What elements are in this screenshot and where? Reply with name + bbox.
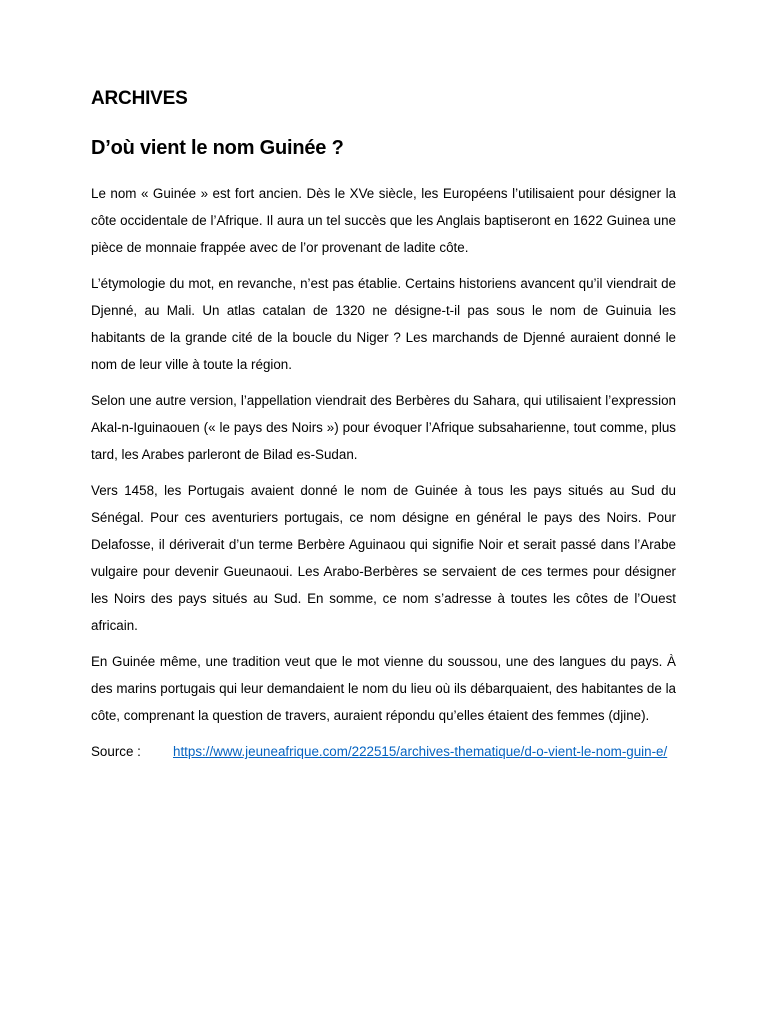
article-body <box>91 180 676 765</box>
paragraph-5: En Guinée même, une tradition veut que le mot vienne du soussou, une des langues du pays. À des marins portugais qui leur demandaient le nom du lieu où ils débarquaient, des habitantes de la côte, comprenant la question de travers, auraient répondu qu’elles étaient des femmes (djine). <box>91 654 676 723</box>
document-page <box>91 86 676 765</box>
paragraph-1: Le nom « Guinée » est fort ancien. Dès le XVe siècle, les Européens l’utilisaient pour désigner la côte occidentale de l’Afrique. Il aura un tel succès que les Anglais baptiseront en 1622 Guinea une pièce de monnaie frappée avec de l’or provenant de ladite côte. <box>91 186 676 255</box>
source-label: Source : <box>91 744 141 759</box>
paragraph-2: L’étymologie du mot, en revanche, n’est pas établie. Certains historiens avancent qu’il viendrait de Djenné, au Mali. Un atlas catalan de 1320 ne désigne-t-il pas sous le nom de Guinuia les habitants de la grande cité de la boucle du Niger ? Les marchands de Djenné auraient donné le nom de leur ville à toute la région. <box>91 276 676 372</box>
paragraph-4: Vers 1458, les Portugais avaient donné le nom de Guinée à tous les pays situés au Sud du Sénégal. Pour ces aventuriers portugais, ce nom désigne en général le pays des Noirs. Pour Delafosse, il dériverait d’un terme Berbère Aguinaou qui signifie Noir et serait passé dans l’Arabe vulgaire pour devenir Gueunaoui. Les Arabo-Berbères se servaient de ces termes pour désigner les Noirs des pays situés au Sud. En somme, ce nom s’adresse à toutes les côtes de l’Ouest africain. <box>91 483 676 633</box>
source-line <box>91 738 676 765</box>
paragraph-3: Selon une autre version, l’appellation viendrait des Berbères du Sahara, qui utilisaient l’expression Akal-n-Iguinaouen (« le pays des Noirs ») pour évoquer l’Afrique subsaharienne, tout comme, plus tard, les Arabes parleront de Bilad es-Sudan. <box>91 393 676 462</box>
source-link[interactable]: https://www.jeuneafrique.com/222515/archives-thematique/d-o-vient-le-nom-guin-e/ <box>173 744 668 759</box>
document-title: D’où vient le nom Guinée ? <box>91 137 344 159</box>
section-label: ARCHIVES <box>91 88 188 109</box>
